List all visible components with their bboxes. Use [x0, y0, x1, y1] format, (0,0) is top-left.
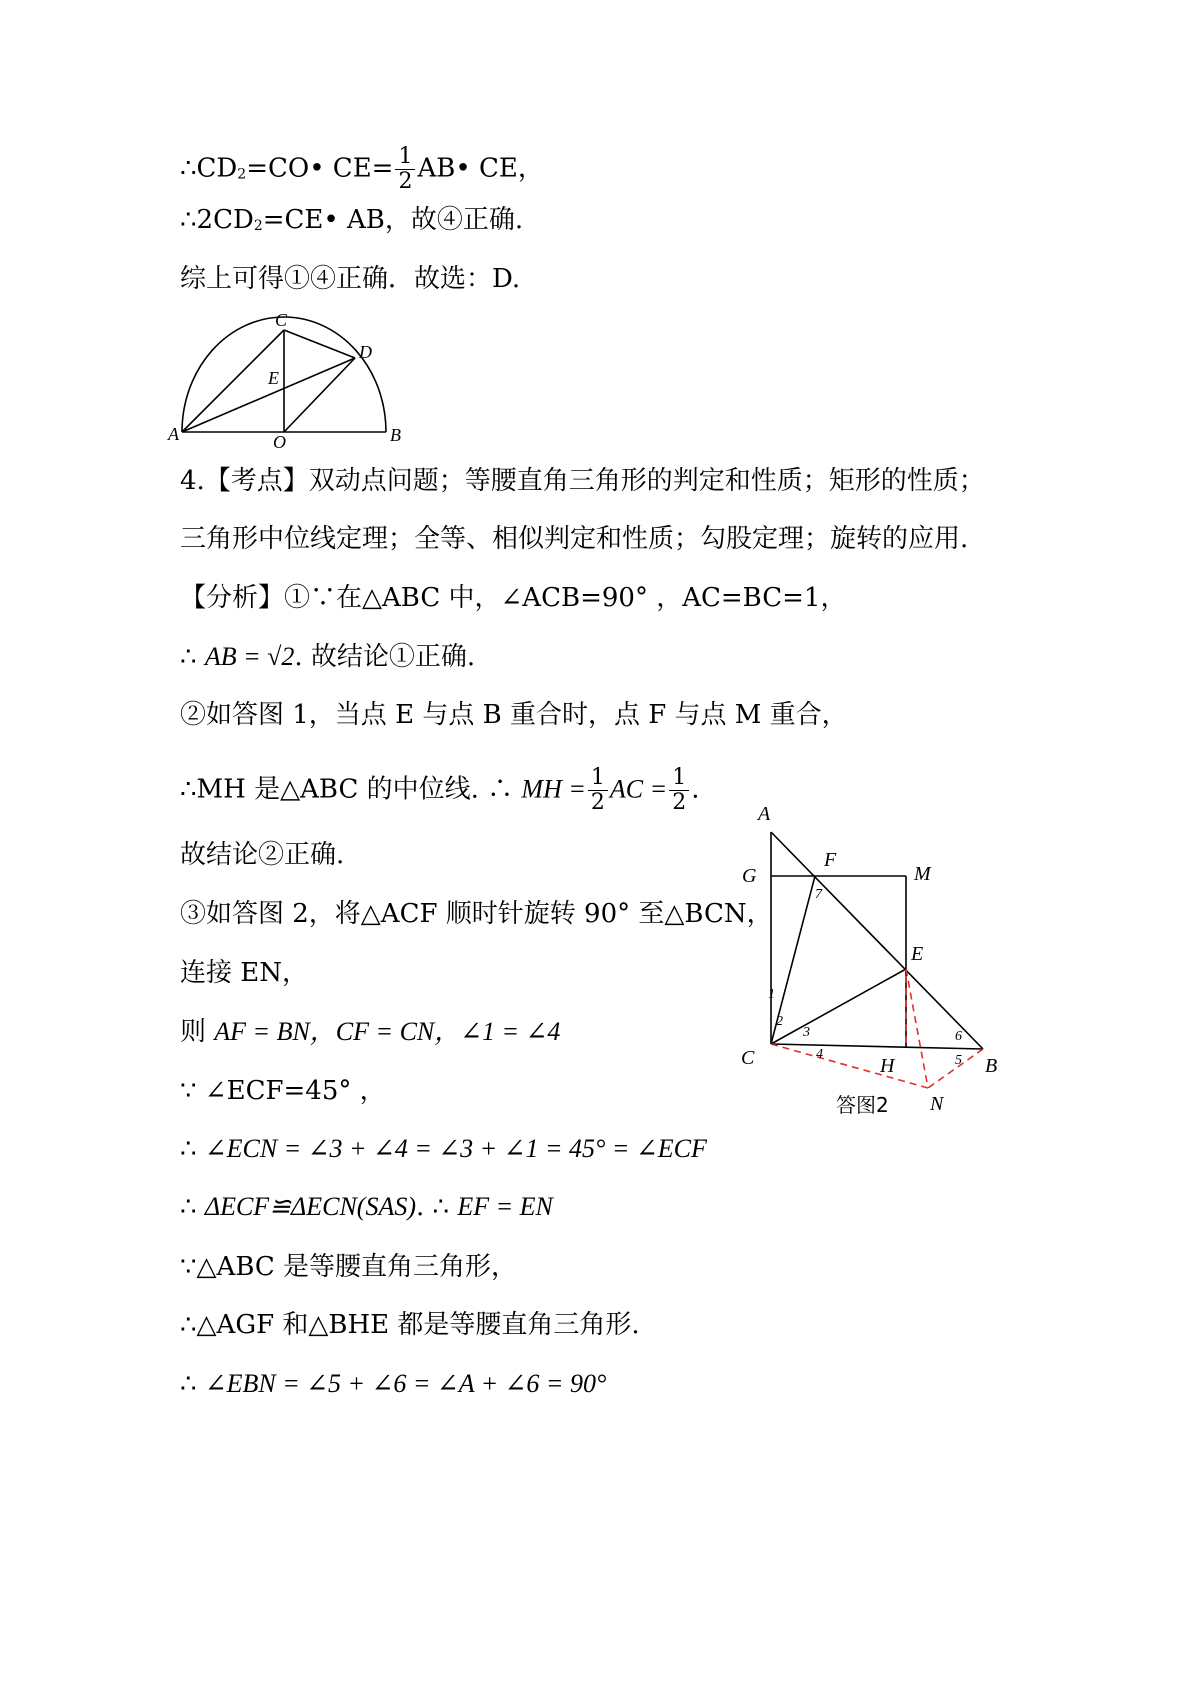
angle-1: 1 [768, 987, 775, 1002]
text-line-1: ∴CD2=CO• CE= $\frac{1}{2}$ AB• CE， [180, 144, 544, 194]
text-line-5: 三角形中位线定理；全等、相似判定和性质；勾股定理；旋转的应用. [180, 524, 969, 554]
text-line-17: ∵△ABC 是等腰直角三角形， [180, 1252, 518, 1282]
segment-ce [771, 969, 906, 1044]
label-b: B [985, 1055, 998, 1077]
angle-6: 6 [955, 1029, 962, 1044]
text-line-16: ∴ ΔECF≌ΔECN(SAS). ∴ EF = EN [180, 1192, 553, 1222]
segment-do [284, 358, 355, 432]
text-line-3: 综上可得①④正确．故选：D. [180, 264, 521, 294]
segment-cd [284, 330, 355, 358]
answer-figure-2 [740, 800, 1080, 1140]
semicircle-figure [170, 305, 430, 455]
text-line-14: ∵ ∠ECF=45° ， [180, 1076, 386, 1106]
label-a: A [758, 803, 771, 825]
label-b: B [390, 425, 401, 445]
segment-cn [771, 1044, 928, 1088]
text-line-6: 【分析】①∵在△ABC 中，∠ACB=90° ，AC=BC=1， [180, 583, 847, 613]
label-n: N [930, 1093, 944, 1115]
text-line-2: ∴2CD2=CE• AB，故④正确. [180, 205, 524, 235]
text-line-7: ∴ AB = √2. 故结论①正确. [180, 642, 476, 672]
hypotenuse-ab [771, 832, 983, 1049]
label-o: O [273, 432, 286, 452]
angle-3: 3 [803, 1025, 810, 1040]
angle-7: 7 [815, 887, 822, 902]
figure-caption: 答图2 [836, 1093, 889, 1117]
label-c: C [275, 310, 288, 330]
label-g: G [742, 865, 757, 887]
text-line-10: 故结论②正确. [180, 840, 345, 870]
label-e: E [268, 368, 279, 388]
text-line-8: ②如答图 1，当点 E 与点 B 重合时，点 F 与点 M 重合， [180, 700, 848, 730]
text-line-11: ③如答图 2，将△ACF 顺时针旋转 90° 至△BCN， [180, 899, 773, 929]
text-line-19: ∴ ∠EBN = ∠5 + ∠6 = ∠A + ∠6 = 90° [180, 1369, 607, 1399]
text-line-15: ∴ ∠ECN = ∠3 + ∠4 = ∠3 + ∠1 = 45° = ∠ECF [180, 1134, 707, 1164]
angle-2: 2 [776, 1014, 783, 1029]
label-h: H [880, 1055, 895, 1077]
label-c: C [741, 1047, 755, 1069]
label-a: A [168, 424, 179, 444]
text-line-18: ∴△AGF 和△BHE 都是等腰直角三角形. [180, 1310, 640, 1340]
label-f: F [824, 849, 837, 871]
text-line-9: ∴MH 是△ABC 的中位线. ∴ MH = $\frac{1}{2}$ AC = $\frac{1}{2}$ . [180, 765, 700, 815]
text-line-13: 则 AF = BN，CF = CN，∠1 = ∠4 [180, 1017, 561, 1047]
text-line-12: 连接 EN， [180, 958, 308, 988]
text-line-4: 4.【考点】双动点问题；等腰直角三角形的判定和性质；矩形的性质； [180, 466, 985, 496]
label-d: D [359, 342, 372, 362]
side-cb [771, 1044, 983, 1049]
angle-4: 4 [816, 1047, 823, 1062]
label-e: E [911, 943, 924, 965]
label-m: M [914, 863, 931, 885]
angle-5: 5 [955, 1053, 962, 1068]
segment-en [906, 969, 928, 1088]
